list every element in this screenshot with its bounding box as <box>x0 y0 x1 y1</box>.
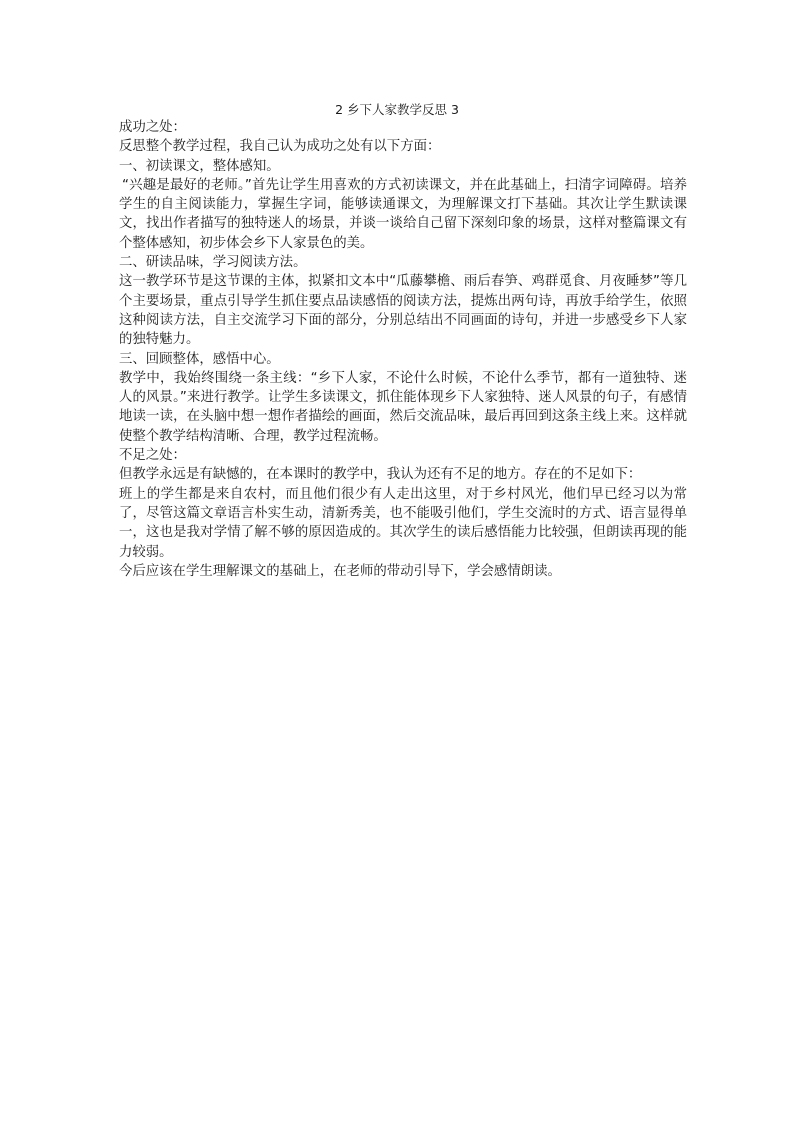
paragraph-first-reading: “兴趣是最好的老师。”首先让学生用喜欢的方式初读课文，并在此基础上，扫清字词障碍。培养学生的自主阅读能力，掌握生字词，能够读通课文，为理解课文打下基础。其次让学生默读课文，找出作者描写的独特迷人的场景，并谈一谈给自己留下深刻印象的场景，这样对整篇课文有个整体感知，初步体会乡下人家景色的美。 <box>119 177 687 251</box>
paragraph-study-method: 这一教学环节是这节课的主体，拟紧扣文本中“瓜藤攀檐、雨后春笋、鸡群觅食、月夜睡梦”等几个主要场景，重点引导学生抓住要点品读感悟的阅读方法，提炼出两句诗，再放手给学生，依照这种阅读方法，自主交流学习下面的部分，分别总结出不同画面的诗句，并进一步感受乡下人家的独特魅力。 <box>119 274 687 348</box>
paragraph-intro: 反思整个教学过程，我自己认为成功之处有以下方面： <box>119 139 441 155</box>
paragraph-shortcomings-intro: 但教学永远是有缺憾的，在本课时的教学中，我认为还有不足的地方。存在的不足如下： <box>119 467 642 483</box>
document-body <box>119 118 687 581</box>
subheading-first-reading: 一、初读课文，整体感知。 <box>119 158 280 174</box>
paragraph-review: 教学中，我始终围绕一条主线：“乡下人家，不论什么时候，不论什么季节，都有一道独特、迷人的风景。”来进行教学。让学生多读课文，抓住能体现乡下人家独特、迷人风景的句子，有感情地读一读，在头脑中想一想作者描绘的画面，然后交流品味，最后再回到这条主线上来。这样就使整个教学结构清晰、合理，教学过程流畅。 <box>119 370 687 444</box>
subheading-review: 三、回顾整体，感悟中心。 <box>119 351 280 367</box>
section-heading-shortcomings: 不足之处： <box>119 448 186 464</box>
paragraph-shortcomings-detail: 班上的学生都是来自农村，而且他们很少有人走出这里，对于乡村风光，他们早已经习以为常了，尽管这篇文章语言朴实生动，清新秀美，也不能吸引他们，学生交流时的方式、语言显得单一，这也是我对学情了解不够的原因造成的。其次学生的读后感悟能力比较强，但朗读再现的能力较弱。 <box>119 486 687 560</box>
subheading-study-method: 二、研读品味，学习阅读方法。 <box>119 255 307 271</box>
section-heading-success: 成功之处： <box>119 120 186 135</box>
document-title: 2 乡下人家教学反思 3 <box>335 102 459 117</box>
paragraph-improvement: 今后应该在学生理解课文的基础上，在老师的带动引导下，学会感情朗读。 <box>119 563 561 579</box>
